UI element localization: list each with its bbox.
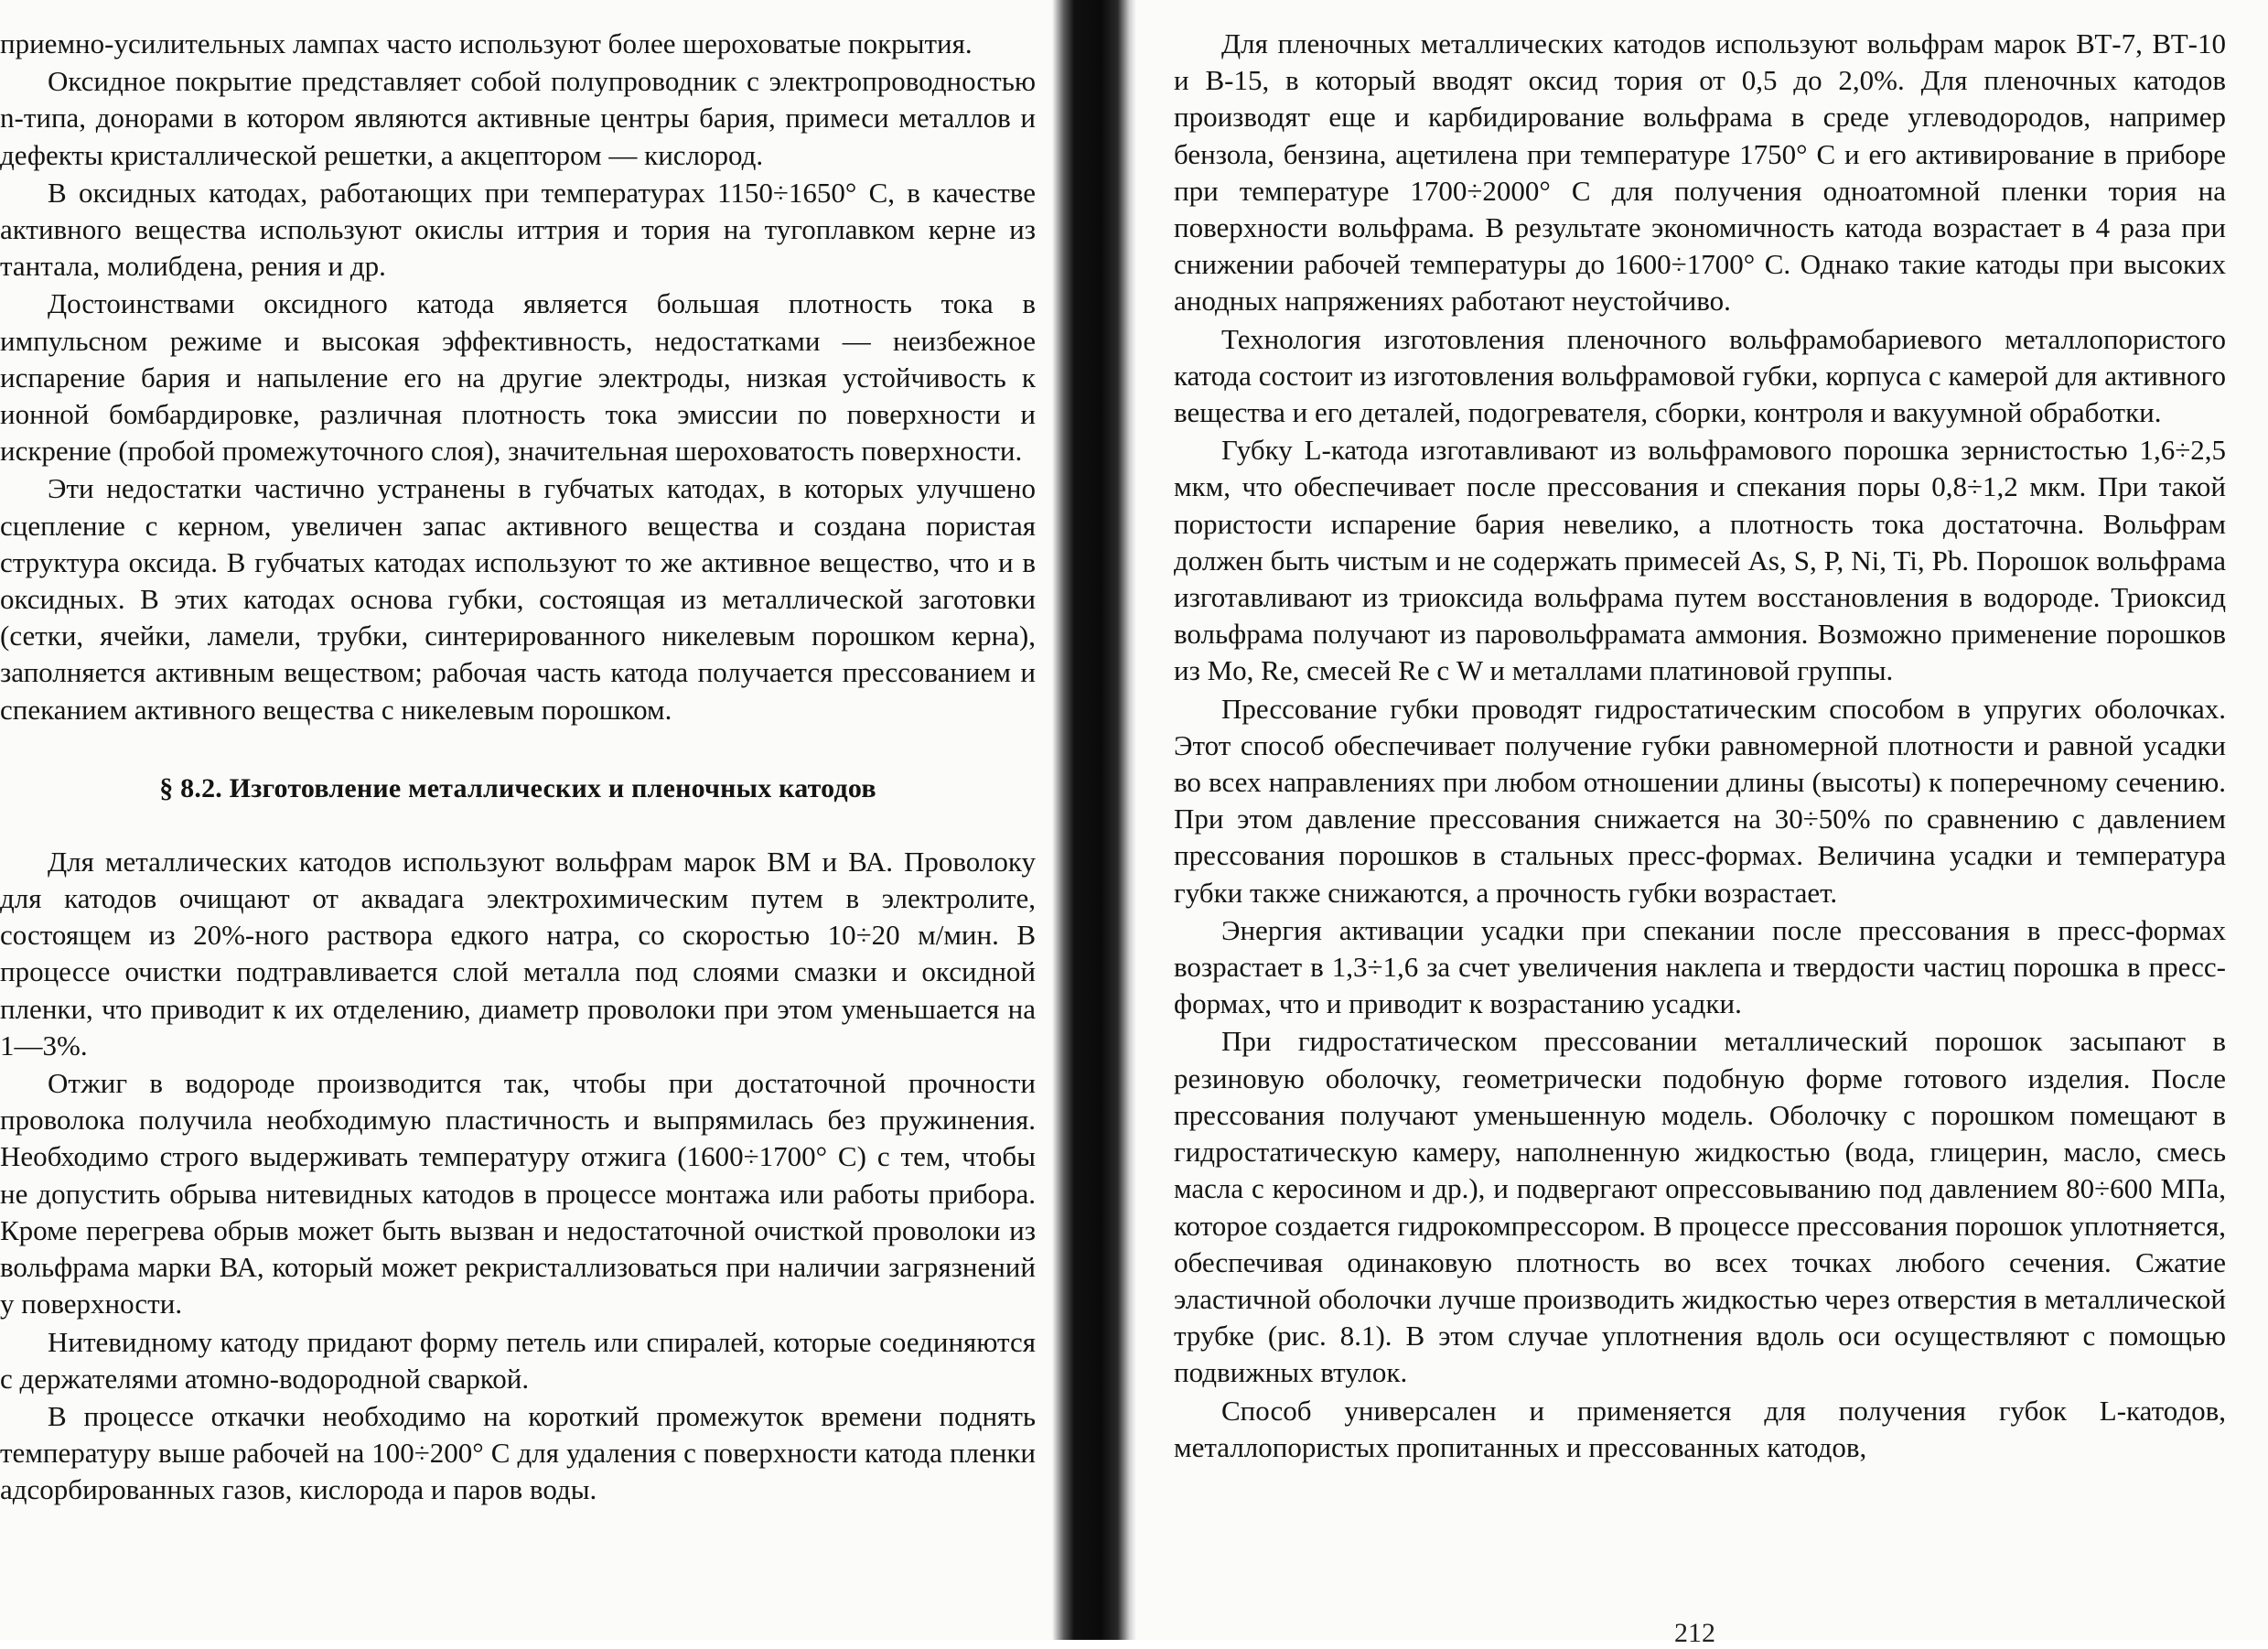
paragraph: Оксидное покрытие представляет собой полупроводник с электропроводностью n-типа, донорами в котором являются активные центры бария, примеси металлов и дефекты кристаллической решетки, а акцептором — кислород. — [0, 65, 1036, 171]
paragraph: Нитевидному катоду придают форму петель или спиралей, которые соединяются с держателями атомно-водородной сваркой. — [0, 1325, 1036, 1395]
page-number: 212 — [1674, 1618, 1715, 1648]
paragraph: Для металлических катодов используют вольфрам марок ВМ и ВА. Проволоку для катодов очищают от аквадага электрохимическим путем в электролите, состоящем из 20%-ного раствора едкого натра, со скоростью 10÷20 м/мин. В процессе очистки подтравливается слой металла под слоями смазки и оксидной пленки, что приводит к их отделению, диаметр проволоки при этом уменьшается на 1—3%. — [0, 845, 1036, 1062]
book-gutter-shadow — [1052, 0, 1136, 1640]
right-page — [1174, 26, 2226, 1466]
paragraph: приемно-усилительных лампах часто используют более шероховатые покрытия. — [0, 27, 973, 59]
paragraph: Прессование губки проводят гидростатическим способом в упругих оболочках. Этот способ обеспечивает получение губки равномерной плотности и равной усадки во всех направлениях при любом отношении длины (высоты) к поперечному сечению. При этом давление прессования снижается на 30÷50% по сравнению с давлением прессования порошков в стальных пресс-формах. Величина усадки и температура губки также снижаются, а прочность губки возрастает. — [1174, 692, 2226, 909]
paragraph: Для пленочных металлических катодов используют вольфрам марок ВТ-7, ВТ-10 и В-15, в который вводят оксид тория от 0,5 до 2,0%. Для пленочных катодов производят еще и карбидирование вольфрама в среде углеводородов, например бензола, бензина, ацетилена при температуре 1750° С и его активирование в приборе при температуре 1700÷2000° С для получения одноатомной пленки тория на поверхности вольфрама. В результате экономичность катода возрастает в 4 раза при снижении рабочей температуры до 1600÷1700° С. Однако такие катоды при высоких анодных напряжениях работают неустойчиво. — [1174, 27, 2226, 318]
paragraph: Энергия активации усадки при спекании после прессования в пресс-формах возрастает в 1,3÷1,6 за счет увеличения наклепа и твердости частиц порошка в пресс-формах, что и приводит к возрастанию усадки. — [1174, 913, 2226, 1020]
paragraph: Отжиг в водороде производится так, чтобы при достаточной прочности проволока получила необходимую пластичность и выпрямилась без пружинения. Необходимо строго выдерживать температуру отжига (1600÷1700° С) с тем, чтобы не допустить обрыва нитевидных катодов в процессе монтажа или работы прибора. Кроме перегрева обрыв может быть вызван и недостаточной очисткой проволоки из вольфрама марки ВА, который может рекристаллизоваться при наличии загрязнений у поверхности. — [0, 1067, 1036, 1320]
paragraph: Способ универсален и применяется для получения губок L-катодов, металлопористых пропитанных и прессованных катодов, — [1174, 1394, 2226, 1463]
paragraph: Эти недостатки частично устранены в губчатых катодах, в которых улучшено сцепление с керном, увеличен запас активного вещества и создана пористая структура оксида. В губчатых катодах используют то же активное вещество, что и в оксидных. В этих катодах основа губки, состоящая из металлической заготовки (сетки, ячейки, ламели, трубки, синтерированного никелевым порошком керна), заполняется активным веществом; рабочая часть катода получается прессованием и спеканием активного вещества с никелевым порошком. — [0, 472, 1036, 726]
left-page — [0, 26, 1036, 1509]
section-heading: § 8.2. Изготовление металлических и пленочных катодов — [159, 772, 876, 803]
paragraph: В процессе откачки необходимо на короткий промежуток времени поднять температуру выше рабочей на 100÷200° С для удаления с поверхности катода пленки адсорбированных газов, кислорода и паров воды. — [0, 1399, 1036, 1506]
paragraph: Технология изготовления пленочного вольфрамобариевого металлопористого катода состоит из изготовления вольфрамовой губки, корпуса с камерой для активного вещества и его деталей, подогревателя, сборки, контроля и вакуумной обработки. — [1174, 322, 2226, 429]
paragraph: При гидростатическом прессовании металлический порошок засыпают в резиновую оболочку, геометрически подобную форме готового изделия. После прессования получают уменьшенную модель. Оболочку с порошком помещают в гидростатическую камеру, наполненную жидкостью (вода, глицерин, масло, смесь масла с керосином и др.), и подвергают опрессовыванию под давлением 80÷600 МПа, которое создается гидрокомпрессором. В процессе прессования порошок уплотняется, обеспечивая одинаковую плотность во всех точках любого сечения. Сжатие эластичной оболочки лучше производить жидкостью через отверстия в металлической трубке (рис. 8.1). В этом случае уплотнения вдоль оси осуществляют с помощью подвижных втулок. — [1174, 1025, 2226, 1389]
paragraph: Губку L-катода изготавливают из вольфрамового порошка зернистостью 1,6÷2,5 мкм, что обеспечивает после прессования и спекания поры 0,8÷1,2 мкм. При такой пористости испарение бария невелико, а плотность тока достаточна. Вольфрам должен быть чистым и не содержать примесей As, S, P, Ni, Ti, Pb. Порошок вольфрама изготавливают из триоксида вольфрама путем восстановления в водороде. Триоксид вольфрама получают из паровольфрамата аммония. Возможно применение порошков из Mo, Re, смесей Re с W и металлами платиновой группы. — [1174, 434, 2226, 687]
paragraph: В оксидных катодах, работающих при температурах 1150÷1650° С, в качестве активного вещества используют окислы иттрия и тория на тугоплавком керне из тантала, молибдена, рения и др. — [0, 176, 1036, 283]
paragraph: Достоинствами оксидного катода является большая плотность тока в импульсном режиме и высокая эффективность, недостатками — неизбежное испарение бария и напыление его на другие электроды, низкая устойчивость к ионной бомбардировке, различная плотность тока эмиссии по поверхности и искрение (пробой промежуточного слоя), значительная шероховатость поверхности. — [0, 287, 1036, 468]
